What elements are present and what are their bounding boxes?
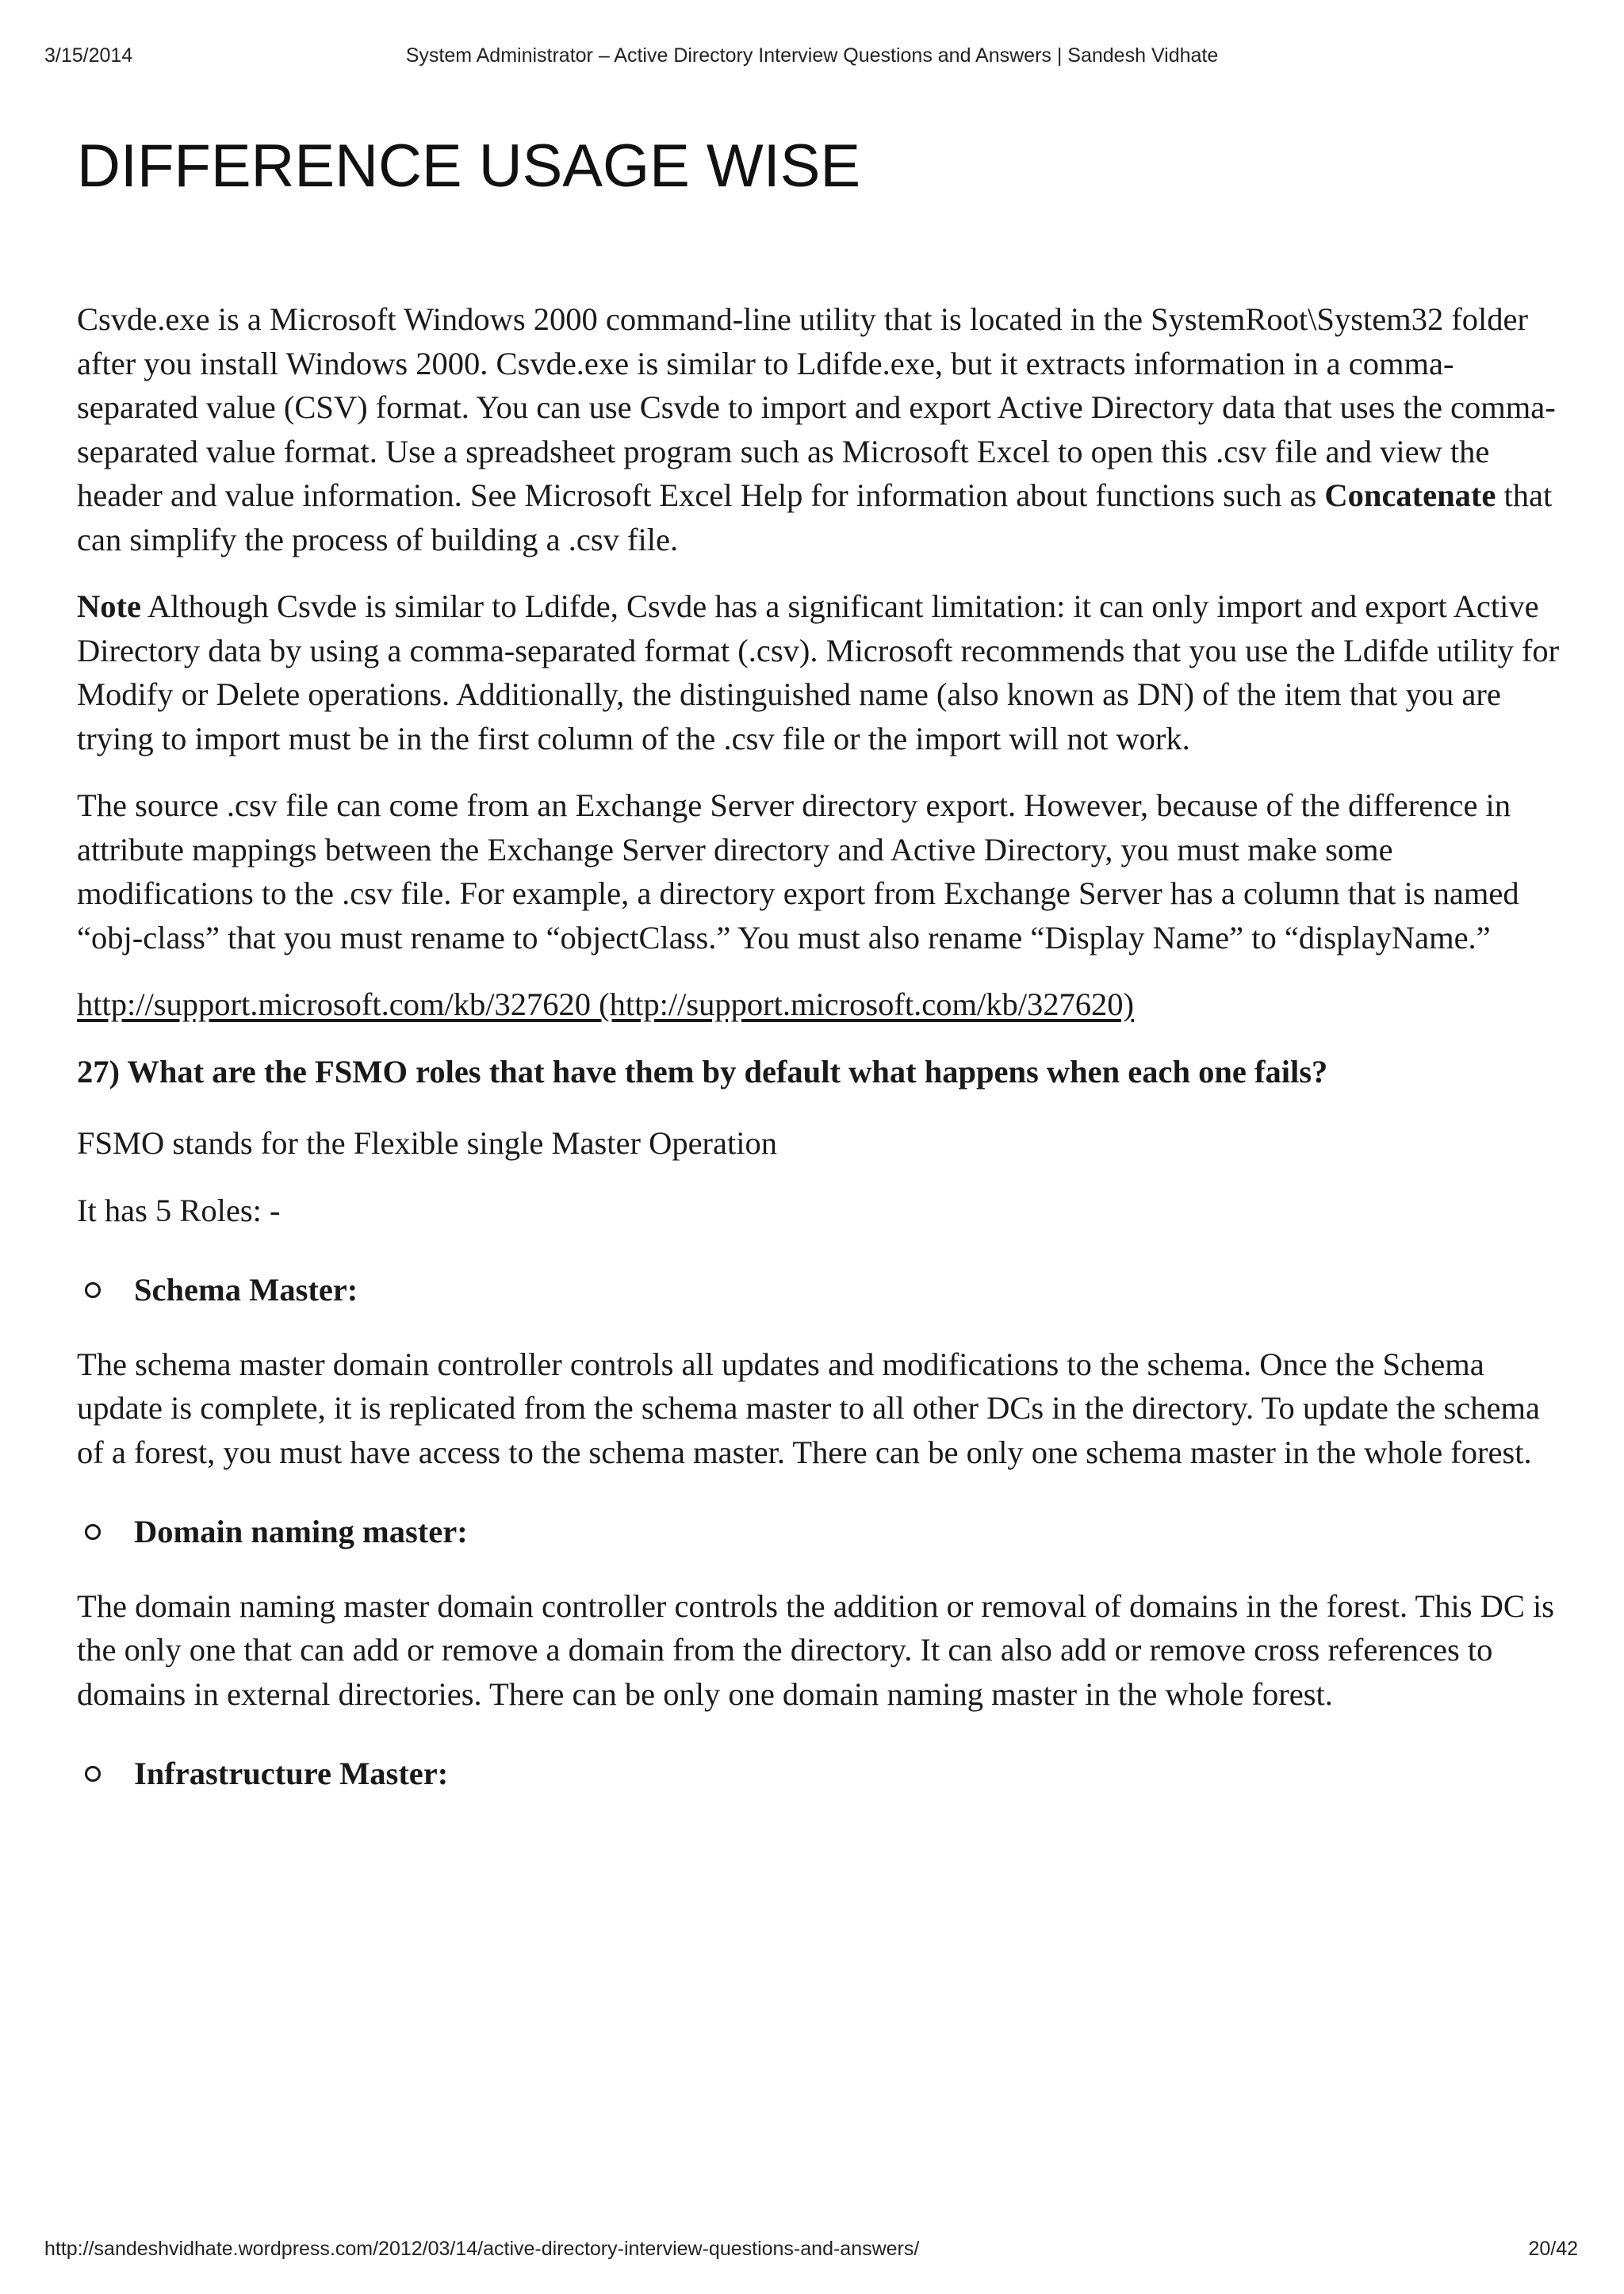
role-schema-master-heading [77,1268,1568,1312]
role-domain-naming-master-desc: The domain naming master domain controller controls the addition or removal of domains in the forest. This DC is the only one that can add or remove a domain from the directory. It can also add or remove cross references to domains in external directories. There can be only one domain naming master in the whole forest. [77,1587,1554,1712]
role-infrastructure-master-heading [77,1752,1568,1796]
role-title: Infrastructure Master: [134,1756,449,1791]
print-date: 3/15/2014 [44,44,133,67]
page-number: 20/42 [1528,2238,1578,2260]
note-text: Although Csvde is similar to Ldifde, Csvde has a significant limitation: it can only import and export Active Directory data by using a comma-separated format (.csv). Microsoft recommends that you use the Ldifde utility for Modify or Delete operations. Additionally, the distinguished name (also known as DN) of the item that you are trying to import must be in the first column of the .csv file or the import will not work. [77,588,1560,756]
bullet-circle-icon [85,1766,101,1782]
page-title: System Administrator – Active Directory Interview Questions and Answers | Sandesh Vidhate [405,44,1219,67]
note-label: Note [77,588,141,624]
roles-intro: It has 5 Roles: - [77,1192,281,1228]
bullet-circle-icon [85,1524,101,1540]
kb-link-paragraph [77,982,1568,1027]
question-27: 27) What are the FSMO roles that have them by default what happens when each one fails? [77,1053,1328,1090]
kb-link[interactable]: http://support.microsoft.com/kb/327620 (http://support.microsoft.com/kb/327620) [77,986,1135,1022]
bullet-circle-icon [85,1282,101,1298]
concatenate-term: Concatenate [1324,477,1496,513]
role-title: Domain naming master: [134,1514,468,1549]
csvde-text-b: that can simplify the process of building a .csv file. [77,477,1553,557]
role-title: Schema Master: [134,1272,358,1308]
csvde-text-a: Csvde.exe is a Microsoft Windows 2000 command-line utility that is located in the SystemRoot\System32 folder after you install Windows 2000. Csvde.exe is similar to Ldifde.exe, but it extracts information in a comma-separated value (CSV) format. You can use Csvde to import and export Active Directory data that uses the comma-separated value format. Use a spreadsheet program such as Microsoft Excel to open this .csv file and view the header and value information. See Microsoft Excel Help for information about functions such as [77,301,1556,513]
footer-url[interactable]: http://sandeshvidhate.wordpress.com/2012/03/14/active-directory-interview-questions-and-answers/ [44,2238,920,2260]
fsmo-definition: FSMO stands for the Flexible single Master Operation [77,1125,778,1161]
role-domain-naming-master-heading [77,1510,1568,1554]
note-paragraph [77,584,1568,760]
csvde-paragraph [77,297,1568,561]
article-body [77,127,1568,1826]
role-schema-master-desc: The schema master domain controller controls all updates and modifications to the schema. Once the Schema update is complete, it is replicated from the schema master to all other DCs in the directory. To update the schema of a forest, you must have access to the schema master. There can be only one schema master in the whole forest. [77,1346,1540,1470]
exchange-paragraph: The source .csv file can come from an Exchange Server directory export. However, because of the difference in attribute mappings between the Exchange Server directory and Active Directory, you must make some modifications to the .csv file. For example, a directory export from Exchange Server has a column that is named “obj-class” that you must rename to “objectClass.” You must also rename “Display Name” to “displayName.” [77,787,1519,956]
section-heading: DIFFERENCE USAGE WISE [77,132,861,200]
